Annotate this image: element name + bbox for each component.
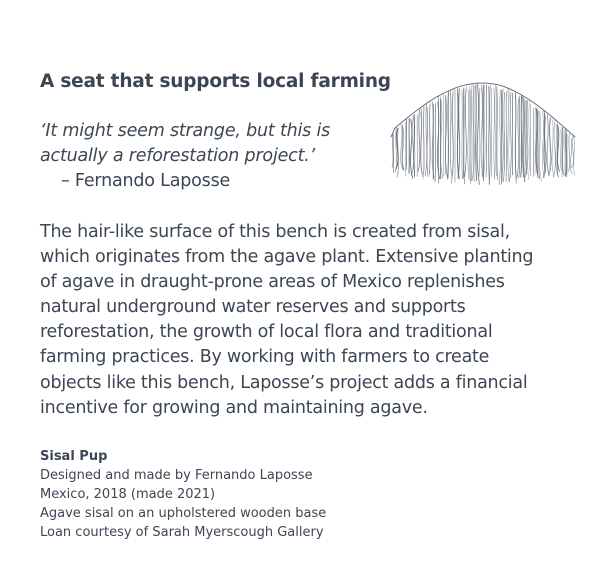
sisal-strand bbox=[465, 87, 467, 176]
sisal-strand bbox=[479, 89, 480, 177]
quote-line: actually a reforestation project.’ bbox=[40, 146, 315, 166]
object-title: Sisal Pup bbox=[40, 448, 108, 464]
sisal-strand bbox=[418, 110, 420, 171]
quote-line: ‘It might seem strange, but this is bbox=[40, 121, 331, 141]
object-label bbox=[40, 447, 580, 542]
sisal-strand bbox=[519, 96, 520, 178]
sisal-strand bbox=[517, 99, 519, 177]
sisal-strand bbox=[521, 95, 522, 177]
sisal-strand bbox=[553, 120, 555, 178]
sisal-strand bbox=[470, 90, 471, 184]
sisal-strand bbox=[471, 85, 472, 181]
body-line: objects like this bench, Laposse’s project adds a financial bbox=[40, 372, 528, 393]
sisal-strand bbox=[427, 108, 428, 177]
sisal-strand bbox=[504, 93, 505, 182]
object-detail: Designed and made by Fernando Laposse bbox=[40, 467, 313, 483]
body-line: incentive for growing and maintaining agave. bbox=[40, 397, 428, 418]
sisal-strand bbox=[571, 137, 573, 168]
body-line: The hair-like surface of this bench is created from sisal, bbox=[40, 222, 510, 242]
body-line: natural underground water reserves and supports bbox=[40, 297, 466, 318]
sisal-strand bbox=[476, 85, 477, 180]
sisal-strand bbox=[547, 115, 549, 175]
sisal-strand bbox=[395, 127, 396, 172]
body-line: reforestation, the growth of local flora and traditional bbox=[40, 322, 493, 343]
object-detail: Agave sisal on an upholstered wooden base bbox=[40, 505, 327, 521]
sisal-strand bbox=[562, 128, 563, 175]
sisal-strand bbox=[528, 100, 530, 179]
object-detail: Mexico, 2018 (made 2021) bbox=[40, 486, 216, 502]
body-line: which originates from the agave plant. Extensive planting bbox=[40, 247, 534, 268]
sisal-strand bbox=[489, 86, 490, 184]
sisal-strand bbox=[425, 104, 427, 176]
sisal-bench-sketch-icon bbox=[385, 75, 581, 187]
sisal-strand bbox=[451, 93, 453, 183]
sisal-strand bbox=[552, 120, 554, 177]
sisal-strand bbox=[539, 112, 540, 180]
sisal-strand bbox=[537, 109, 538, 178]
sisal-strand bbox=[523, 97, 524, 177]
object-detail: Loan courtesy of Sarah Myerscough Gallery bbox=[40, 524, 324, 540]
sisal-strand bbox=[574, 138, 575, 176]
sisal-strand bbox=[469, 86, 470, 178]
panel-heading: A seat that supports local farming bbox=[40, 71, 391, 92]
sisal-strand bbox=[560, 130, 561, 171]
sisal-strand bbox=[499, 90, 500, 185]
sisal-strand bbox=[497, 89, 498, 180]
body-line: farming practices. By working with farmers to create bbox=[40, 347, 490, 368]
sisal-strand bbox=[450, 90, 451, 175]
sisal-strand bbox=[489, 85, 490, 184]
sisal-strand bbox=[568, 134, 569, 172]
sisal-strand bbox=[392, 133, 393, 168]
sisal-strand bbox=[445, 97, 447, 178]
body-line: of agave in draught-prone areas of Mexico replenishes bbox=[40, 272, 505, 293]
sisal-strand bbox=[494, 88, 495, 178]
sisal-strand bbox=[539, 111, 541, 182]
sisal-strand bbox=[524, 98, 525, 182]
sisal-strand bbox=[495, 85, 496, 180]
body-paragraph bbox=[40, 220, 580, 421]
quote-attribution: – Fernando Laposse bbox=[61, 171, 231, 191]
